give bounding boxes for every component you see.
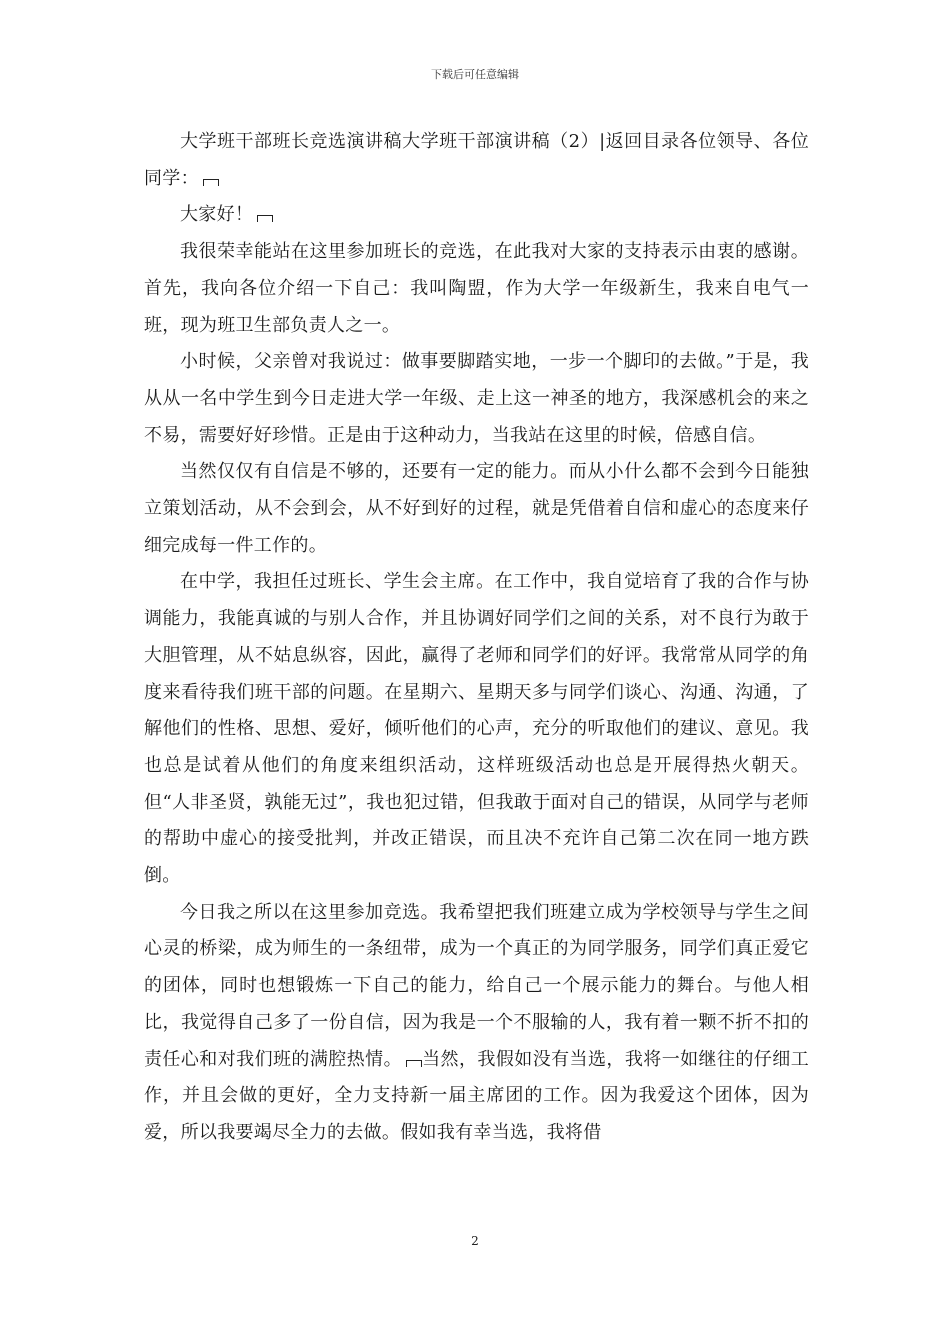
edit-mark-icon: [257, 215, 273, 222]
paragraph-6-text: 在中学，我担任过班长、学生会主席。在工作中，我自觉培育了我的合作与协调能力，我能真诚的与别人合作，并且协调好同学们之间的关系，对不良行为敢于大胆管理，从不姑息纵容，因此，赢得了老师和同学们的好评。我常常从同学的角度来看待我们班干部的问题。在星期六、星期天多与同学们谈心、沟通、沟通，了解他们的性格、思想、爱好，倾听他们的心声，充分的听取他们的建议、意见。我也总是试着从他们的角度来组织活动，这样班级活动也总是开展得热火朝天。但“人非圣贤，孰能无过”，我也犯过错，但我敢于面对自己的错误，从同学与老师的帮助中虚心的接受批判，并改正错误，而且决不充许自己第二次在同一地方跌倒。: [144, 571, 809, 887]
paragraph-7: [144, 895, 809, 1152]
paragraph-3-text: 我很荣幸能站在这里参加班长的竞选，在此我对大家的支持表示由衷的感谢。首先，我向各位介绍一下自己：我叫陶盟，作为大学一年级新生，我来自电气一班，现为班卫生部负责人之一。: [144, 241, 809, 336]
paragraph-4-text: 小时候，父亲曾对我说过：做事要脚踏实地，一步一个脚印的去做。”于是，我从从一名中学生到今日走进大学一年级、走上这一神圣的地方，我深感机会的来之不易，需要好好珍惜。正是由于这种动力，当我站在这里的时候，倍感自信。: [144, 351, 809, 446]
page-header: [0, 66, 950, 82]
edit-mark-icon: [203, 179, 219, 186]
paragraph-2: [144, 197, 809, 234]
paragraph-4: [144, 344, 809, 454]
paragraph-2-text: 大家好！: [180, 204, 254, 226]
paragraph-3: [144, 234, 809, 344]
paragraph-7-text-continued: 当然，我假如没有当选，我将一如继往的仔细工作，并且会做的更好，全力支持新一届主席团的工作。因为我爱这个团体，因为爱，所以我要竭尽全力的去做。假如我有幸当选，我将借: [144, 1048, 809, 1143]
paragraph-1: [144, 124, 809, 197]
page-number: 2: [471, 1234, 479, 1248]
paragraph-7-text: 今日我之所以在这里参加竞选。我希望把我们班建立成为学校领导与学生之间心灵的桥梁，成为师生的一条纽带，成为一个真正的为同学服务，同学们真正爱它的团体，同时也想锻炼一下自己的能力，给自己一个展示能力的舞台。与他人相比，我觉得自己多了一份自信，因为我是一个不服输的人，我有着一颗不折不扣的责任心和对我们班的满腔热情。: [144, 901, 809, 1070]
paragraph-5: [144, 454, 809, 564]
paragraph-5-text: 当然仅仅有自信是不够的，还要有一定的能力。而从小什么都不会到今日能独立策划活动，从不会到会，从不好到好的过程，就是凭借着自信和虚心的态度来仔细完成每一件工作的。: [144, 461, 809, 556]
page-footer: [0, 1234, 950, 1248]
paragraph-1-text: 大学班干部班长竞选演讲稿大学班干部演讲稿（2）|返回目录各位领导、各位同学：: [144, 131, 809, 189]
edit-mark-icon: [406, 1060, 422, 1067]
document-body: [144, 124, 809, 1152]
header-text: 下载后可任意编辑: [431, 68, 519, 81]
paragraph-6: [144, 564, 809, 894]
